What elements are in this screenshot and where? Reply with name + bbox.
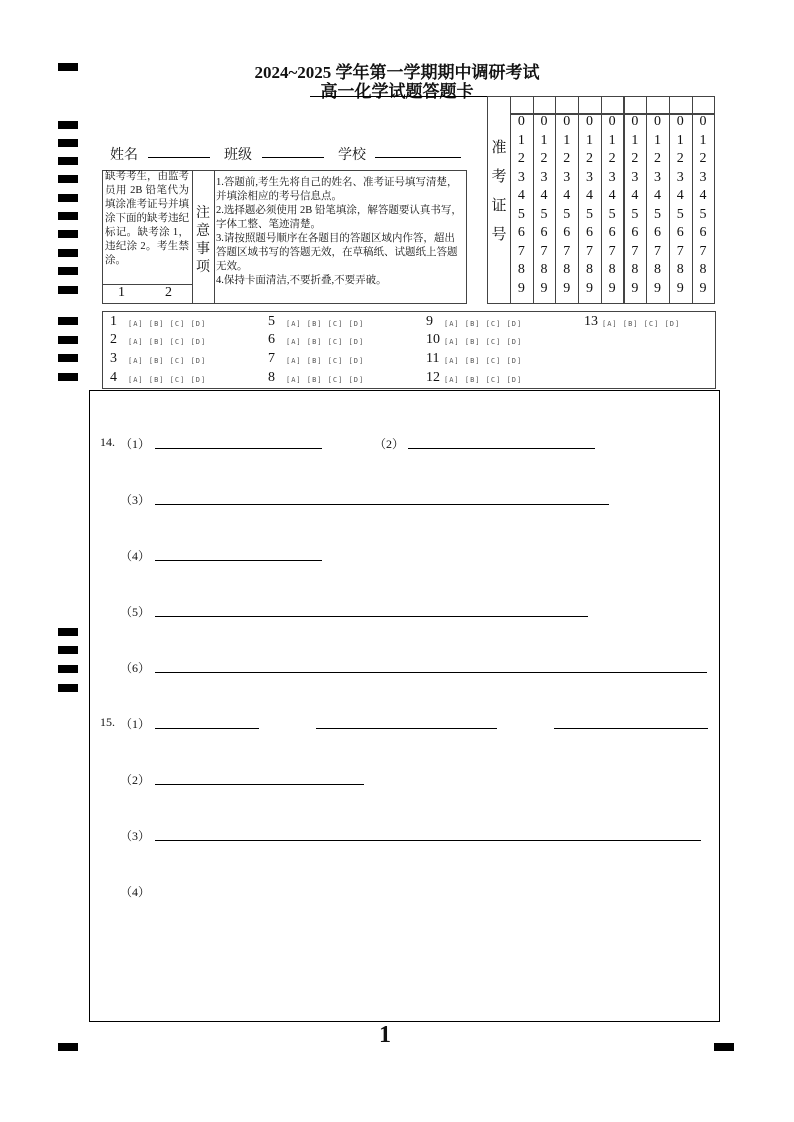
exam-digit-bubble[interactable]: 8 [699,262,707,277]
exam-digit-bubble[interactable]: 8 [563,262,571,277]
exam-digit-bubble[interactable]: 2 [585,151,593,166]
class-field[interactable] [262,157,324,158]
q14-part4-line[interactable] [155,560,322,561]
exam-digit-bubble[interactable]: 7 [563,243,571,259]
title-underline [310,96,488,97]
exam-digit-bubble[interactable]: 3 [631,169,639,185]
exam-digit-bubble[interactable]: 3 [676,169,684,185]
exam-digit-bubble[interactable]: 3 [654,169,662,185]
school-field[interactable] [375,157,461,158]
exam-digit-bubble[interactable]: 5 [563,206,571,222]
exam-digit-bubble[interactable]: 5 [608,206,616,222]
exam-digit-bubble[interactable]: 2 [608,151,616,166]
choice-options[interactable]: [A] [B] [C] [D] [128,376,207,384]
exam-digit-bubble[interactable]: 2 [654,151,662,166]
notice-char: 项 [196,260,210,275]
q15-part4-label: （4） [120,885,151,899]
choice-options[interactable]: [A] [B] [C] [D] [444,320,523,328]
choice-options[interactable]: [A] [B] [C] [D] [128,320,207,328]
class-label: 班级 [224,148,252,163]
q15-part1-line-b[interactable] [316,728,497,729]
exam-digit-bubble[interactable]: 0 [585,114,593,129]
exam-digit-bubble[interactable]: 0 [517,114,525,129]
absent-mark-box[interactable]: 1 [118,285,125,300]
exam-digit-bubble[interactable]: 7 [608,243,616,259]
exam-digit-bubble[interactable]: 9 [608,280,616,296]
exam-digit-bubble[interactable]: 1 [540,132,548,148]
exam-digit-bubble[interactable]: 5 [540,206,548,222]
exam-digit-bubble[interactable]: 4 [699,188,707,203]
exam-digit-bubble[interactable]: 5 [676,206,684,222]
q15-part1-line-a[interactable] [155,728,259,729]
choice-number: 5 [268,314,275,329]
timing-mark [58,230,78,238]
q14-number: 14. [100,435,115,449]
timing-mark [58,267,78,275]
exam-digit-bubble[interactable]: 8 [585,262,593,277]
exam-digit-bubble[interactable]: 6 [585,225,593,240]
exam-digit-bubble[interactable]: 9 [540,280,548,296]
choice-number: 6 [268,332,275,347]
exam-digit-bubble[interactable]: 9 [563,280,571,296]
timing-mark [58,684,78,692]
exam-digit-bubble[interactable]: 1 [517,132,525,148]
exam-digit-bubble[interactable]: 2 [563,151,571,166]
exam-digit-bubble[interactable]: 0 [540,114,548,129]
exam-digit-bubble[interactable]: 7 [585,243,593,259]
timing-mark [58,354,78,362]
absence-instructions: 缺考考生，由监考员用 2B 铅笔代为填涂准考证号并填涂下面的缺考违纪标记。缺考涂 1，违纪涂 2。考生禁涂。 [105,171,189,266]
q14-part6-label: （6） [120,661,151,675]
exam-digit-bubble[interactable]: 6 [608,225,616,240]
timing-mark [58,157,78,165]
q15-part2-line[interactable] [155,784,364,785]
timing-mark [58,249,78,257]
exam-digit-bubble[interactable]: 5 [654,206,662,222]
q14-part3-line[interactable] [155,504,609,505]
exam-digit-bubble[interactable]: 2 [699,151,707,166]
exam-digit-bubble[interactable]: 9 [676,280,684,296]
exam-digit-bubble[interactable]: 4 [517,188,525,203]
choice-options[interactable]: [A] [B] [C] [D] [286,320,365,328]
choice-options[interactable]: [A] [B] [C] [D] [286,357,365,365]
q15-part3-line[interactable] [155,840,701,841]
exam-digit-bubble[interactable]: 1 [676,132,684,148]
q15-part3-label: （3） [120,829,151,843]
exam-digit-bubble[interactable]: 9 [631,280,639,296]
exam-digit-bubble[interactable]: 9 [585,280,593,296]
exam-digit-bubble[interactable]: 7 [676,243,684,259]
timing-mark [58,373,78,381]
exam-digit-bubble[interactable]: 0 [631,114,639,129]
timing-mark [58,628,78,636]
notice-item: 2.选择题必须使用 2B 铅笔填涂，解答题要认真书写，字体工整、笔迹清楚。 [216,205,462,230]
exam-digit-bubble[interactable]: 3 [608,169,616,185]
exam-digit-bubble[interactable]: 4 [631,188,639,203]
timing-mark [58,139,78,147]
notice-char: 意 [196,224,210,239]
q14-part5-line[interactable] [155,616,588,617]
exam-number-label [490,134,508,250]
divider [192,170,193,303]
card-title: 高一化学试题答题卡 [320,82,474,101]
choice-number: 13 [584,314,598,329]
exam-digit-bubble[interactable]: 7 [699,243,707,259]
choice-options[interactable]: [A] [B] [C] [D] [128,357,207,365]
exam-digit-bubble[interactable]: 1 [608,132,616,148]
exam-digit-bubble[interactable]: 8 [540,262,548,277]
exam-label-char: 证 [491,198,507,214]
q14-part1-line[interactable] [155,448,322,449]
exam-digit-bubble[interactable]: 8 [676,262,684,277]
choice-number: 8 [268,370,275,385]
choice-number: 12 [426,370,440,385]
exam-digit-bubble[interactable]: 5 [699,206,707,222]
page-number: 1 [379,1022,391,1048]
exam-label-char: 号 [491,227,507,243]
notice-item: 4.保持卡面清洁,不要折叠,不要弄破。 [216,275,387,286]
exam-digit-bubble[interactable]: 7 [631,243,639,259]
exam-digit-bubble[interactable]: 3 [699,169,707,185]
q15-part2-label: （2） [120,773,151,787]
timing-mark [58,317,78,325]
choice-number: 2 [110,332,117,347]
name-field[interactable] [148,157,210,158]
exam-digit-bubble[interactable]: 3 [540,169,548,185]
exam-digit-bubble[interactable]: 3 [517,169,525,185]
exam-digit-bubble[interactable]: 0 [699,114,707,129]
exam-digit-bubble[interactable]: 6 [517,225,525,240]
exam-digit-bubble[interactable]: 5 [517,206,525,222]
exam-digit-bubble[interactable]: 6 [540,225,548,240]
notice-item: 3.请按照题号顺序在各题目的答题区域内作答，超出答题区域书写的答题无效，在草稿纸、试题纸上答题无效。 [216,233,458,272]
exam-digit-bubble[interactable]: 0 [654,114,662,129]
name-label: 姓名 [110,148,138,163]
exam-digit-bubble[interactable]: 7 [517,243,525,259]
exam-digit-bubble[interactable]: 2 [676,151,684,166]
choice-number: 9 [426,314,433,329]
choice-number: 1 [110,314,117,329]
exam-digit-bubble[interactable]: 6 [654,225,662,240]
exam-digit-bubble[interactable]: 4 [676,188,684,203]
exam-digit-bubble[interactable]: 2 [517,151,525,166]
timing-mark [58,646,78,654]
divider [102,284,192,285]
divider [214,170,215,303]
exam-digit-bubble[interactable]: 8 [517,262,525,277]
choice-options[interactable]: [A] [B] [C] [D] [128,338,207,346]
exam-digit-bubble[interactable]: 1 [699,132,707,148]
q14-part2-label: （2） [374,437,405,451]
q15-number: 15. [100,715,115,729]
q14-part3-label: （3） [120,493,151,507]
exam-digit-bubble[interactable]: 5 [631,206,639,222]
q15-part4-area[interactable] [155,880,695,1010]
choice-number: 10 [426,332,440,347]
violation-mark-box[interactable]: 2 [165,285,172,300]
exam-digit-bubble[interactable]: 6 [676,225,684,240]
school-label: 学校 [338,148,366,163]
exam-digit-bubble[interactable]: 0 [608,114,616,129]
exam-digit-bubble[interactable]: 6 [563,225,571,240]
exam-digit-bubble[interactable]: 1 [585,132,593,148]
exam-title: 2024~2025 学年第一学期期中调研考试 [254,63,540,82]
exam-digit-bubble[interactable]: 7 [654,243,662,259]
exam-digit-bubble[interactable]: 3 [585,169,593,185]
q15-part1-label: （1） [120,717,151,731]
timing-mark [58,175,78,183]
exam-digit-bubble[interactable]: 4 [585,188,593,203]
choice-number: 3 [110,351,117,366]
exam-digit-bubble[interactable]: 4 [654,188,662,203]
timing-mark [58,286,78,294]
exam-digit-bubble[interactable]: 1 [563,132,571,148]
exam-digit-bubble[interactable]: 7 [540,243,548,259]
exam-digit-bubble[interactable]: 0 [676,114,684,129]
choice-options[interactable]: [A] [B] [C] [D] [286,376,365,384]
timing-mark [58,121,78,129]
exam-digit-bubble[interactable]: 4 [563,188,571,203]
exam-label-char: 准 [491,140,507,156]
choice-options[interactable]: [A] [B] [C] [D] [444,357,523,365]
q14-part5-label: （5） [120,605,151,619]
choice-number: 11 [426,351,440,366]
exam-digit-bubble[interactable]: 9 [517,280,525,296]
exam-digit-bubble[interactable]: 2 [631,151,639,166]
notice-char: 事 [196,242,210,257]
exam-label-char: 考 [491,169,507,185]
timing-mark [58,336,78,344]
exam-digit-bubble[interactable]: 8 [654,262,662,277]
exam-digit-bubble[interactable]: 9 [699,280,707,296]
timing-mark [58,212,78,220]
choice-options[interactable]: [A] [B] [C] [D] [444,338,523,346]
exam-digit-bubble[interactable]: 8 [631,262,639,277]
notice-item: 1.答题前,考生先将自己的姓名、准考证号填写清楚，并填涂相应的考号信息点。 [216,177,458,202]
exam-digit-bubble[interactable]: 4 [608,188,616,203]
exam-digit-bubble[interactable]: 1 [654,132,662,148]
notice-label [196,205,210,277]
exam-digit-bubble[interactable]: 6 [631,225,639,240]
choice-options[interactable]: [A] [B] [C] [D] [602,320,681,328]
exam-digit-bubble[interactable]: 8 [608,262,616,277]
q14-part1-label: （1） [120,437,151,451]
q14-part4-label: （4） [120,549,151,563]
choice-number: 7 [268,351,275,366]
notice-list [216,176,464,288]
exam-digit-bubble[interactable]: 2 [540,151,548,166]
exam-digit-bubble[interactable]: 0 [563,114,571,129]
exam-digit-bubble[interactable]: 6 [699,225,707,240]
timing-mark [58,665,78,673]
q14-part6-line[interactable] [155,672,707,673]
notice-char: 注 [196,206,210,221]
choice-number: 4 [110,370,117,385]
exam-digit-bubble[interactable]: 4 [540,188,548,203]
timing-mark [58,194,78,202]
q14-part2-line[interactable] [408,448,595,449]
exam-digit-bubble[interactable]: 9 [654,280,662,296]
exam-digit-bubble[interactable]: 3 [563,169,571,185]
exam-digit-bubble[interactable]: 1 [631,132,639,148]
choice-options[interactable]: [A] [B] [C] [D] [286,338,365,346]
q15-part1-line-c[interactable] [554,728,708,729]
exam-digit-bubble[interactable]: 5 [585,206,593,222]
choice-options[interactable]: [A] [B] [C] [D] [444,376,523,384]
